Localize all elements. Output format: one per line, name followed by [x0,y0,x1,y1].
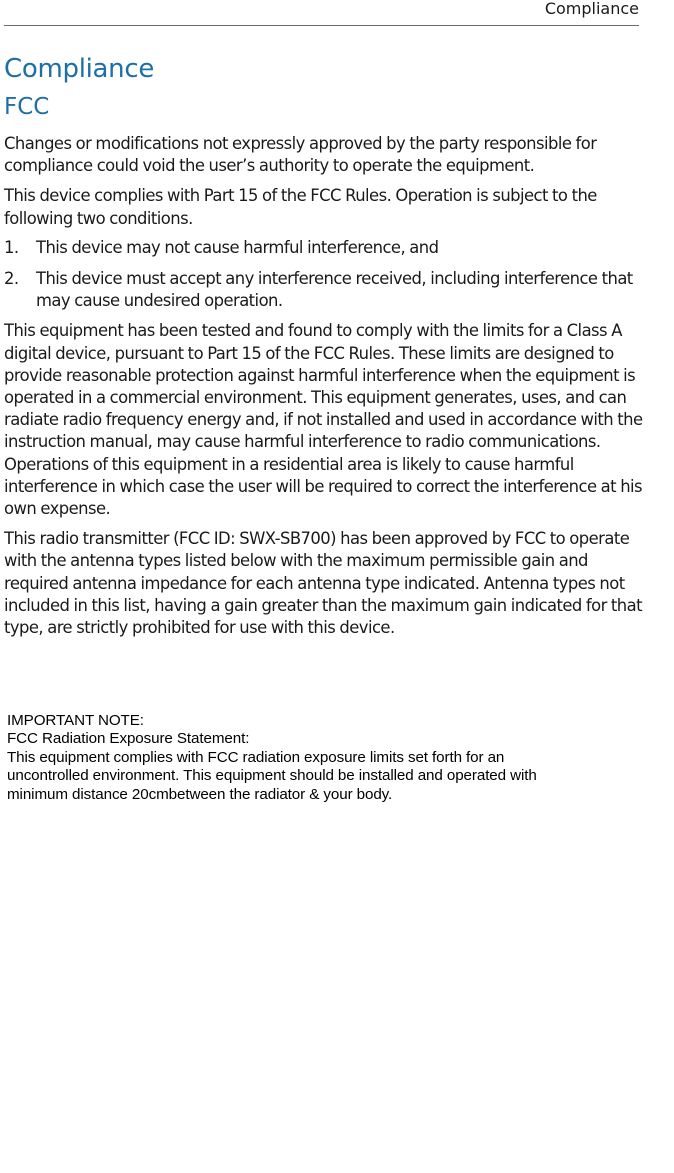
conditions-list [4,237,644,313]
radiation-statement-heading: FCC Radiation Exposure Statement: [7,730,250,748]
part15-compliance-paragraph: This device complies with Part 15 of the FCC Rules. Operation is subject to the following two conditions. [4,186,597,228]
condition-number: 2. [4,269,19,289]
condition-number: 1. [4,237,19,257]
radiation-statement-line: This equipment complies with FCC radiation exposure limits set forth for an [7,748,505,766]
condition-item [4,268,644,312]
condition-text: This device must accept any interference received, including interference that may cause undesired operation. [36,269,633,311]
radiation-statement-line: uncontrolled environment. This equipment should be installed and operated with [7,767,537,785]
radio-transmitter-paragraph: This radio transmitter (FCC ID: SWX-SB700) has been approved by FCC to operate with the antenna types listed below with the maximum permissible gain and required antenna impedance for each antenna type indicated. Antenna types not included in this list, having a gain greater than the maximum gain indicated for that type, are strictly prohibited for use with this device. [4,529,643,638]
radiation-statement-line: minimum distance 20cmbetween the radiator & your body. [7,785,393,803]
important-note-heading: IMPORTANT NOTE: [7,712,144,729]
running-header-title: Compliance [544,0,639,18]
page-title: Compliance [4,54,155,84]
class-a-limits-paragraph: This equipment has been tested and found to comply with the limits for a Class A digital device, pursuant to Part 15 of the FCC Rules. These limits are designed to provide reasonable protection against harmful interference when the equipment is operated in a commercial environment. This equipment generates, uses, and can radiate radio frequency energy and, if not installed and used in accordance with the instruction manual, may cause harmful interference to radio communications. Operations of this equipment in a residential area is likely to cause harmful interference in which case the user will be required to correct the interference at his own expense. [4,321,643,519]
modification-warning-paragraph: Changes or modifications not expressly approved by the party responsible for compliance could void the user’s authority to operate the equipment. [4,134,597,176]
document-body [4,52,644,639]
running-header [4,0,639,26]
condition-item [4,237,644,259]
important-note-block [7,712,647,804]
section-title-fcc: FCC [4,94,50,120]
condition-text: This device may not cause harmful interference, and [36,237,439,257]
